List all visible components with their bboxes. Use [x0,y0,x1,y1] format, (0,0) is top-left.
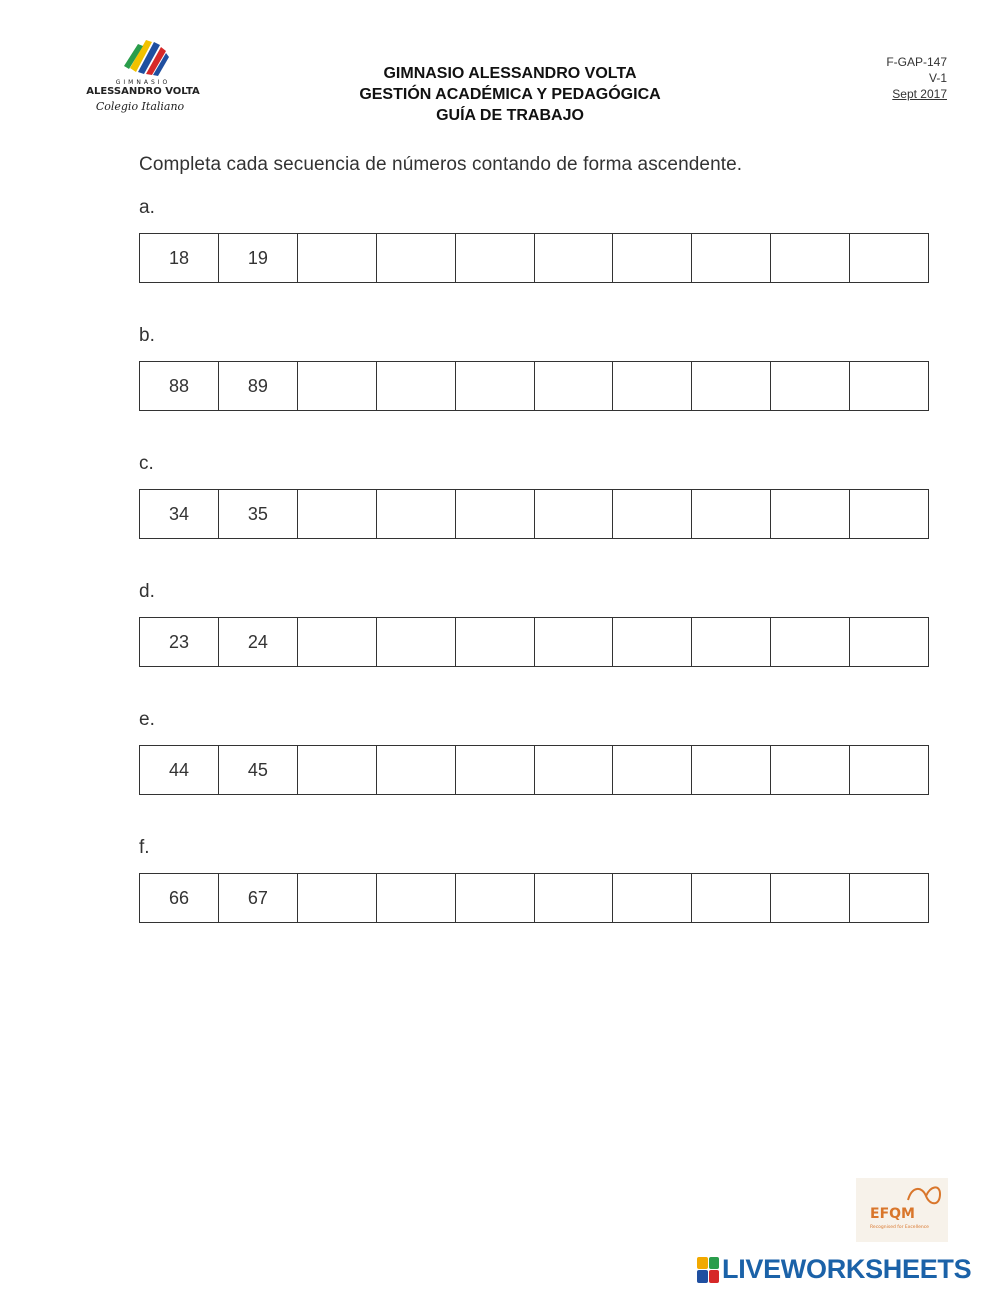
given-number-cell: 44 [140,746,219,794]
exercise-label: c. [139,453,154,474]
sequence-row [139,873,929,923]
answer-input-cell[interactable] [850,490,928,538]
school-crest-icon [78,30,208,122]
sequence-row [139,233,929,283]
answer-input-cell[interactable] [535,618,614,666]
answer-input-cell[interactable] [771,746,850,794]
answer-input-cell[interactable] [377,618,456,666]
answer-input-cell[interactable] [692,618,771,666]
answer-input-cell[interactable] [535,234,614,282]
exercise-label: a. [139,197,155,218]
answer-input-cell[interactable] [771,618,850,666]
school-logo [78,30,208,122]
answer-input-cell[interactable] [377,234,456,282]
answer-input-cell[interactable] [456,746,535,794]
given-number-cell: 89 [219,362,298,410]
answer-input-cell[interactable] [298,490,377,538]
liveworksheets-logo-icon [697,1257,719,1283]
answer-input-cell[interactable] [535,490,614,538]
answer-input-cell[interactable] [613,746,692,794]
sequence-row [139,489,929,539]
efqm-badge [856,1178,948,1242]
answer-input-cell[interactable] [456,490,535,538]
answer-input-cell[interactable] [692,746,771,794]
logo-small-text: GIMNASIO [115,79,171,86]
logo-name: ALESSANDRO VOLTA [86,86,200,97]
exercise [139,579,929,667]
document-title [260,63,760,126]
efqm-small-text: Recognised for Excellence [870,1225,929,1230]
given-number-cell: 66 [140,874,219,922]
title-line-school: GIMNASIO ALESSANDRO VOLTA [383,65,637,82]
exercise [139,323,929,411]
exercise [139,451,929,539]
answer-input-cell[interactable] [613,234,692,282]
answer-input-cell[interactable] [535,874,614,922]
exercise [139,835,929,923]
answer-input-cell[interactable] [298,618,377,666]
answer-input-cell[interactable] [850,618,928,666]
answer-input-cell[interactable] [692,234,771,282]
answer-input-cell[interactable] [377,490,456,538]
answer-input-cell[interactable] [850,362,928,410]
answer-input-cell[interactable] [298,362,377,410]
answer-input-cell[interactable] [692,362,771,410]
answer-input-cell[interactable] [613,618,692,666]
exercise-label: f. [139,837,150,858]
exercise-label: e. [139,709,155,730]
logo-tagline: Colegio Italiano [95,100,185,113]
answer-input-cell[interactable] [850,746,928,794]
given-number-cell: 24 [219,618,298,666]
given-number-cell: 35 [219,490,298,538]
answer-input-cell[interactable] [456,362,535,410]
instruction-text: Completa cada secuencia de números contando de forma ascendente. [139,154,743,175]
answer-input-cell[interactable] [692,490,771,538]
document-date: Sept 2017 [892,87,947,101]
answer-input-cell[interactable] [613,490,692,538]
given-number-cell: 18 [140,234,219,282]
answer-input-cell[interactable] [298,874,377,922]
exercise-label: d. [139,581,155,602]
liveworksheets-branding [697,1254,971,1285]
answer-input-cell[interactable] [771,874,850,922]
document-version: V-1 [928,71,947,85]
answer-input-cell[interactable] [771,234,850,282]
document-code: F-GAP-147 [886,55,947,69]
liveworksheets-brand: LIVEWORKSHEETS [722,1254,972,1284]
answer-input-cell[interactable] [692,874,771,922]
sequence-row [139,745,929,795]
exercise-label: b. [139,325,155,346]
answer-input-cell[interactable] [377,874,456,922]
sequence-row [139,361,929,411]
sequence-row [139,617,929,667]
answer-input-cell[interactable] [298,234,377,282]
answer-input-cell[interactable] [377,746,456,794]
title-line-guide: GUÍA DE TRABAJO [436,107,584,124]
answer-input-cell[interactable] [535,746,614,794]
answer-input-cell[interactable] [850,874,928,922]
answer-input-cell[interactable] [456,874,535,922]
given-number-cell: 23 [140,618,219,666]
efqm-label: EFQM [870,1206,915,1222]
given-number-cell: 45 [219,746,298,794]
answer-input-cell[interactable] [298,746,377,794]
answer-input-cell[interactable] [613,362,692,410]
given-number-cell: 67 [219,874,298,922]
exercise [139,707,929,795]
answer-input-cell[interactable] [771,490,850,538]
document-code-block [886,54,947,102]
exercise [139,195,929,283]
answer-input-cell[interactable] [613,874,692,922]
answer-input-cell[interactable] [456,234,535,282]
answer-input-cell[interactable] [850,234,928,282]
answer-input-cell[interactable] [771,362,850,410]
given-number-cell: 88 [140,362,219,410]
given-number-cell: 19 [219,234,298,282]
answer-input-cell[interactable] [535,362,614,410]
efqm-logo-icon [856,1178,948,1242]
answer-input-cell[interactable] [456,618,535,666]
title-line-area: GESTIÓN ACADÉMICA Y PEDAGÓGICA [359,86,661,103]
answer-input-cell[interactable] [377,362,456,410]
given-number-cell: 34 [140,490,219,538]
